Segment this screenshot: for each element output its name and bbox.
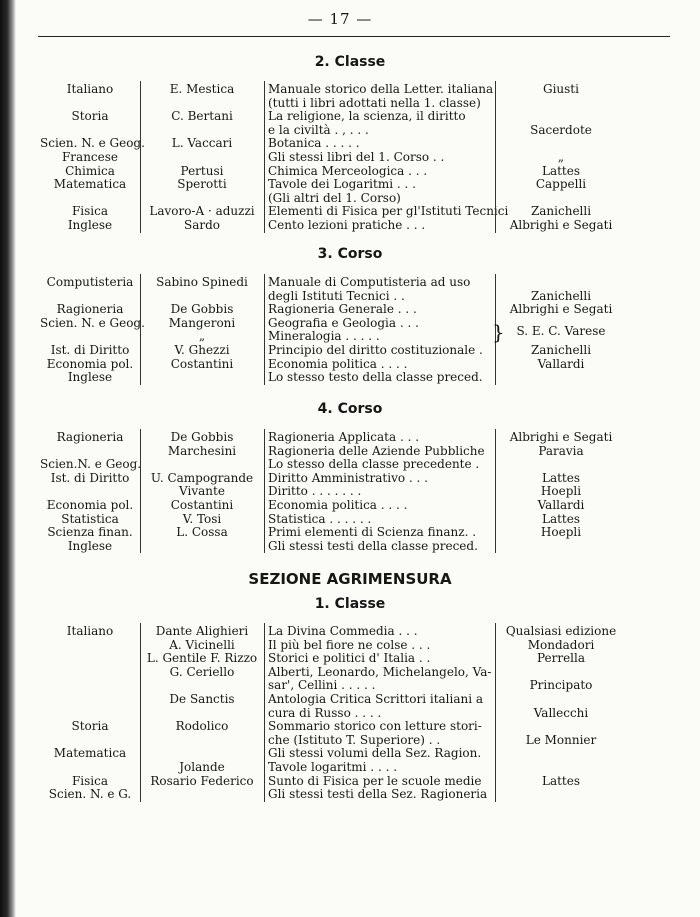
publisher-cell: Lattes (541, 511, 581, 526)
publisher-cell: Lattes (541, 163, 581, 178)
column-rule (264, 623, 265, 802)
publisher-cell: Hoepli (540, 525, 582, 540)
subject-cell: Scienza finan. (47, 525, 133, 540)
subject-cell: Scien. N. e Geog. (40, 315, 145, 330)
table-row (0, 678, 700, 692)
column-rule (495, 623, 496, 802)
column-rule (140, 429, 141, 553)
heading-4-corso: 4. Corso (317, 401, 383, 417)
publisher-cell (498, 191, 624, 205)
table-row (0, 164, 700, 178)
publisher-cell: Sacerdote (530, 122, 592, 137)
subject-cell (40, 96, 140, 110)
column-rule (264, 81, 265, 233)
table-4-corso (0, 430, 700, 553)
heading-sezione-agrimensura: SEZIONE AGRIMENSURA (248, 570, 452, 588)
title-cell: Alberti, Leonardo, Michelangelo, Va- (268, 664, 492, 679)
author-cell (142, 370, 262, 384)
table-row (0, 204, 700, 218)
table-row (0, 218, 700, 232)
subject-cell: Matematica (53, 177, 127, 192)
author-cell: Lavoro-A · aduzzi (149, 204, 255, 219)
column-rule (264, 274, 265, 385)
title-cell: Antologia Critica Scrittori italiani a (268, 692, 484, 706)
author-cell: De Sanctis (169, 692, 235, 706)
title-cell: Tavole dei Logaritmi . . . (268, 177, 416, 192)
author-cell: Jolande (179, 760, 225, 774)
title-cell: Diritto . . . . . . . (268, 484, 362, 499)
subject-cell (40, 692, 140, 706)
title-cell: che (Istituto T. Superiore) . . (268, 732, 441, 747)
author-cell: C. Bertani (171, 109, 233, 124)
author-cell: G. Ceriello (169, 664, 235, 679)
subject-cell (40, 706, 140, 720)
author-cell: Sperotti (177, 177, 227, 192)
publisher-cell (498, 760, 624, 774)
publisher-cell (498, 457, 624, 471)
title-cell: Ragioneria Generale . . . (268, 302, 417, 317)
author-cell: V. Ghezzi (174, 343, 230, 357)
subject-cell: Ist. di Diritto (50, 343, 130, 357)
author-cell (142, 787, 262, 801)
table-row (0, 774, 700, 788)
author-cell (142, 191, 262, 205)
author-cell: V. Tosi (182, 511, 222, 526)
table-3-corso (0, 275, 700, 383)
title-cell: Mineralogia . . . . . (268, 329, 380, 344)
header-rule (38, 36, 670, 37)
table-row (0, 760, 700, 774)
publisher-cell (498, 96, 624, 110)
column-rule (140, 81, 141, 233)
publisher-cell: Vallardi (537, 498, 585, 512)
table-row (0, 430, 700, 444)
title-cell: La Divina Commedia . . . (268, 624, 418, 638)
author-cell: „ (198, 329, 206, 344)
table-row (0, 150, 700, 164)
publisher-cell (498, 136, 624, 150)
subject-cell (40, 651, 140, 665)
subject-cell: Inglese (67, 370, 113, 385)
table-row (0, 471, 700, 485)
publisher-cell: Vallecchi (533, 705, 589, 720)
author-cell (142, 733, 262, 747)
table-row (0, 444, 700, 458)
author-cell (142, 123, 262, 137)
title-cell: Gli stessi testi della Sez. Ragioneria (268, 787, 488, 802)
title-cell: Lo stesso della classe precedente . (268, 457, 480, 472)
publisher-cell: Albrighi e Segati (509, 218, 613, 232)
publisher-cell: Principato (529, 678, 593, 693)
title-cell: Ragioneria delle Aziende Pubbliche (268, 443, 485, 458)
subject-cell (40, 760, 140, 774)
title-cell: Elementi di Fisica per gl'Istituti Tecnici (268, 204, 509, 219)
subject-cell: Storia (71, 719, 109, 734)
author-cell (142, 678, 262, 692)
author-cell (142, 289, 262, 303)
title-cell: degli Istituti Tecnici . . (268, 288, 405, 303)
column-rule (140, 623, 141, 802)
table-row (0, 191, 700, 205)
table-row (0, 624, 700, 638)
subject-cell: Francese (61, 150, 119, 164)
author-cell (142, 457, 262, 471)
title-cell: Gli stessi testi della classe preced. (268, 538, 478, 553)
author-cell: E. Mestica (169, 82, 235, 96)
subject-cell: Ragioneria (56, 430, 124, 444)
publisher-cell: S. E. C. Varese (516, 323, 606, 338)
subject-cell: Matematica (53, 746, 127, 761)
heading-1-classe: 1. Classe (314, 596, 386, 612)
author-cell: De Gobbis (170, 430, 234, 444)
table-row (0, 498, 700, 512)
publisher-cell: „ (557, 150, 565, 164)
title-cell: Chimica Merceologica . . . (268, 163, 428, 178)
author-cell (142, 539, 262, 553)
publisher-cell: Vallardi (537, 356, 585, 371)
subject-cell (40, 329, 140, 343)
column-rule (140, 274, 141, 385)
publisher-cell: Perrella (536, 651, 586, 666)
table-row (0, 357, 700, 371)
table-row (0, 96, 700, 110)
publisher-cell (498, 109, 624, 123)
subject-cell: Scien. N. e Geog. (40, 136, 145, 151)
title-cell: Sommario storico con letture stori- (268, 719, 482, 734)
subject-cell: Economia pol. (46, 356, 134, 371)
title-cell: Sunto di Fisica per le scuole medie (268, 773, 482, 788)
table-row (0, 275, 700, 289)
author-cell: Rodolico (175, 719, 229, 734)
subject-cell: Ragioneria (56, 302, 124, 317)
title-cell: Botanica . . . . . (268, 136, 360, 151)
title-cell: Economia politica . . . . (268, 498, 408, 512)
publisher-cell: Zanichelli (530, 343, 592, 357)
table-row (0, 638, 700, 652)
author-cell: L. Vaccari (171, 136, 233, 151)
publisher-cell: Albrighi e Segati (509, 430, 613, 444)
publisher-cell (498, 370, 624, 384)
publisher-cell: Zanichelli (530, 204, 592, 219)
title-cell: Tavole logaritmi . . . . (268, 760, 398, 774)
author-cell: A. Vicinelli (169, 637, 235, 652)
title-cell: Gli stessi volumi della Sez. Ragion. (268, 746, 482, 761)
table-row (0, 370, 700, 384)
table-row (0, 692, 700, 706)
title-cell: Geografia e Geologia . . . (268, 315, 419, 330)
table-row (0, 719, 700, 733)
author-cell: Costantini (170, 356, 234, 371)
title-cell: Manuale di Computisteria ad uso (268, 275, 471, 289)
author-cell (142, 746, 262, 760)
publisher-cell (498, 665, 624, 679)
table-row (0, 109, 700, 123)
brace-mark: } (492, 319, 505, 344)
subject-cell: Scien.N. e Geog. (40, 457, 142, 472)
subject-cell (40, 665, 140, 679)
subject-cell (40, 678, 140, 692)
publisher-cell (498, 692, 624, 706)
author-cell: Marchesini (167, 443, 237, 458)
publisher-cell: Lattes (541, 470, 581, 485)
publisher-cell: Paravia (538, 443, 584, 458)
table-row (0, 539, 700, 553)
author-cell: Mangeroni (168, 315, 236, 330)
subject-cell: Inglese (67, 538, 113, 553)
author-cell: Costantini (170, 498, 234, 512)
title-cell: (tutti i libri adottati nella 1. classe) (268, 95, 481, 110)
table-row (0, 177, 700, 191)
author-cell: De Gobbis (170, 302, 234, 317)
table-row (0, 746, 700, 760)
subject-cell: Economia pol. (46, 498, 134, 512)
author-cell: U. Campogrande (150, 470, 254, 485)
title-cell: e la civiltà . , . . . (268, 122, 369, 137)
table-row (0, 457, 700, 471)
heading-2-classe: 2. Classe (314, 54, 386, 70)
subject-cell: Computisteria (46, 275, 134, 289)
subject-cell (40, 444, 140, 458)
column-rule (495, 81, 496, 233)
title-cell: (Gli altri del 1. Corso) (268, 190, 401, 205)
publisher-cell: Lattes (541, 773, 581, 788)
subject-cell: Statistica (61, 511, 119, 526)
table-row (0, 136, 700, 150)
subject-cell: Italiano (66, 624, 114, 638)
author-cell (142, 150, 262, 164)
title-cell: Storici e politici d' Italia . . (268, 651, 431, 666)
title-cell: Principio del diritto costituzionale . (268, 343, 483, 357)
subject-cell: Storia (71, 109, 109, 124)
publisher-cell: Albrighi e Segati (509, 302, 613, 317)
publisher-cell (498, 719, 624, 733)
title-cell: Economia politica . . . . (268, 356, 408, 371)
title-cell: La religione, la scienza, il diritto (268, 109, 466, 124)
author-cell (142, 706, 262, 720)
title-cell: Gli stessi libri del 1. Corso . . (268, 150, 445, 164)
table-row (0, 123, 700, 137)
subject-cell: Ist. di Diritto (50, 470, 130, 485)
table-row (0, 289, 700, 303)
table-row (0, 484, 700, 498)
subject-cell (40, 638, 140, 652)
author-cell: Dante Alighieri (155, 624, 249, 638)
author-cell: L. Gentile F. Rizzo (146, 651, 258, 666)
column-rule (495, 429, 496, 553)
author-cell: Pertusi (180, 163, 224, 178)
subject-cell: Inglese (67, 218, 113, 232)
title-cell: Diritto Amministrativo . . . (268, 470, 428, 485)
publisher-cell: Mondadori (527, 637, 595, 652)
author-cell: Vivante (179, 484, 225, 499)
title-cell: Cento lezioni pratiche . . . (268, 218, 426, 232)
table-row (0, 665, 700, 679)
table-1-classe (0, 624, 700, 802)
table-row (0, 706, 700, 720)
publisher-cell: Giusti (543, 82, 579, 96)
publisher-cell: Hoepli (540, 484, 582, 499)
title-cell: Manuale storico della Letter. italiana (268, 82, 494, 96)
publisher-cell (498, 787, 624, 801)
title-cell: Ragioneria Applicata . . . (268, 430, 420, 444)
publisher-cell: Le Monnier (525, 732, 597, 747)
table-row (0, 525, 700, 539)
subject-cell: Fisica (71, 773, 109, 788)
table-row (0, 343, 700, 357)
table-row (0, 651, 700, 665)
title-cell: Il più bel fiore ne colse . . . (268, 637, 431, 652)
subject-cell (40, 733, 140, 747)
publisher-cell: Cappelli (535, 177, 587, 192)
author-cell: Rosario Federico (150, 773, 254, 788)
author-cell: Sardo (183, 218, 221, 232)
heading-3-corso: 3. Corso (317, 246, 383, 262)
title-cell: Statistica . . . . . . (268, 511, 372, 526)
title-cell: cura di Russo . . . . (268, 705, 382, 720)
page-number: — 17 — (307, 10, 373, 28)
publisher-cell: Qualsiasi edizione (505, 624, 617, 638)
subject-cell: Fisica (71, 204, 109, 219)
column-rule (264, 429, 265, 553)
subject-cell: Scien. N. e G. (48, 787, 132, 802)
subject-cell: Italiano (66, 82, 114, 96)
table-row (0, 512, 700, 526)
subject-cell (40, 191, 140, 205)
subject-cell (40, 484, 140, 498)
table-row (0, 82, 700, 96)
title-cell: Primi elementi di Scienza finanz. . (268, 525, 477, 540)
author-cell: Sabino Spinedi (156, 275, 248, 289)
title-cell: sar', Cellini . . . . . (268, 678, 376, 693)
table-row (0, 787, 700, 801)
publisher-cell: Zanichelli (530, 288, 592, 303)
subject-cell: Chimica (65, 163, 115, 178)
table-2-classe (0, 82, 700, 232)
table-row (0, 733, 700, 747)
subject-cell (40, 289, 140, 303)
table-row (0, 302, 700, 316)
subject-cell (40, 123, 140, 137)
publisher-cell (498, 746, 624, 760)
author-cell (142, 96, 262, 110)
author-cell: L. Cossa (176, 525, 228, 540)
publisher-cell (498, 539, 624, 553)
publisher-cell (498, 275, 624, 289)
title-cell: Lo stesso testo della classe preced. (268, 370, 483, 385)
